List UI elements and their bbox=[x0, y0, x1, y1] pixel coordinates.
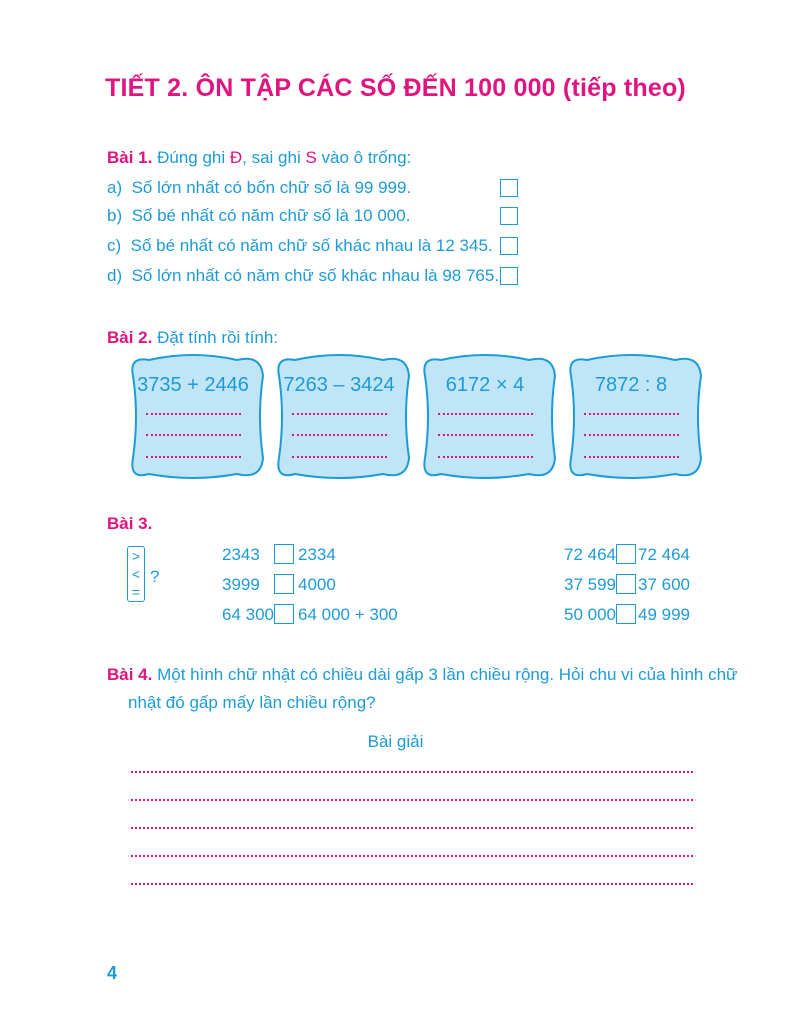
true-letter: Đ bbox=[229, 148, 243, 167]
bai3-label: Bài 3. bbox=[107, 514, 153, 533]
compare-answer-box[interactable] bbox=[274, 604, 294, 624]
solution-line[interactable] bbox=[131, 855, 693, 857]
solution-line[interactable] bbox=[131, 771, 693, 773]
answer-dots[interactable] bbox=[292, 456, 387, 458]
calc-expression-1: 3735 + 2446 bbox=[137, 374, 249, 396]
answer-dots[interactable] bbox=[438, 413, 533, 415]
page-title: TIẾT 2. ÔN TẬP CÁC SỐ ĐẾN 100 000 (tiếp theo) bbox=[105, 74, 686, 102]
item-prefix: c) bbox=[107, 236, 122, 255]
comparison-symbols bbox=[127, 546, 145, 602]
item-text: Số lớn nhất có năm chữ số khác nhau là 98 765. bbox=[131, 266, 500, 285]
compare-left-value: 2343 bbox=[222, 545, 260, 564]
answer-dots[interactable] bbox=[584, 456, 679, 458]
equals-symbol: = bbox=[131, 584, 141, 600]
compare-answer-box[interactable] bbox=[274, 544, 294, 564]
compare-right-value: 2334 bbox=[298, 545, 336, 564]
calc-expression-4: 7872 : 8 bbox=[594, 374, 668, 396]
item-prefix: d) bbox=[107, 266, 123, 285]
bai4-line1 bbox=[107, 665, 737, 685]
bai2-label: Bài 2. bbox=[107, 328, 153, 347]
item-prefix: a) bbox=[107, 178, 123, 197]
compare-answer-box[interactable] bbox=[616, 574, 636, 594]
compare-left-value: 50 000 bbox=[564, 605, 616, 624]
false-letter: S bbox=[305, 148, 317, 167]
compare-right-value: 49 999 bbox=[638, 605, 690, 624]
compare-left-value: 64 300 bbox=[222, 605, 274, 624]
answer-dots[interactable] bbox=[438, 456, 533, 458]
answer-dots[interactable] bbox=[146, 456, 241, 458]
solution-line[interactable] bbox=[131, 883, 693, 885]
less-than-symbol: < bbox=[131, 566, 141, 582]
answer-dots[interactable] bbox=[146, 413, 241, 415]
answer-dots[interactable] bbox=[584, 413, 679, 415]
bai3-heading bbox=[107, 514, 152, 534]
bai2-instruction-text: Đặt tính rồi tính: bbox=[152, 328, 279, 347]
bai4-text-line2: nhật đó gấp mấy lần chiều rộng? bbox=[128, 693, 376, 712]
compare-right-value: 4000 bbox=[298, 575, 336, 594]
bai1-label: Bài 1. bbox=[107, 148, 153, 167]
compare-left-value: 72 464 bbox=[564, 545, 616, 564]
bai1-instruction-mid: , sai ghi bbox=[242, 148, 306, 167]
answer-dots[interactable] bbox=[146, 434, 241, 436]
item-text: Số bé nhất có năm chữ số là 10 000. bbox=[131, 206, 411, 225]
greater-than-symbol: > bbox=[131, 548, 141, 564]
bai4-text-line1: Một hình chữ nhật có chiều dài gấp 3 lần chiều rộng. Hỏi chu vi của hình chữ bbox=[152, 665, 738, 684]
calc-expression-2: 7263 – 3424 bbox=[283, 374, 395, 396]
compare-answer-box[interactable] bbox=[616, 544, 636, 564]
item-prefix: b) bbox=[107, 206, 123, 225]
question-mark: ? bbox=[150, 567, 160, 586]
compare-answer-box[interactable] bbox=[274, 574, 294, 594]
answer-dots[interactable] bbox=[292, 413, 387, 415]
answer-dots[interactable] bbox=[438, 434, 533, 436]
calc-expression-3: 6172 × 4 bbox=[445, 374, 525, 396]
answer-dots[interactable] bbox=[584, 434, 679, 436]
item-text: Số lớn nhất có bốn chữ số là 99 999. bbox=[131, 178, 412, 197]
bai1-instruction-post: vào ô trống: bbox=[316, 148, 412, 167]
compare-right-value: 37 600 bbox=[638, 575, 690, 594]
page-number: 4 bbox=[107, 963, 118, 983]
compare-left-value: 3999 bbox=[222, 575, 260, 594]
compare-right-value: 64 000 + 300 bbox=[298, 605, 398, 624]
bai4-label: Bài 4. bbox=[107, 665, 153, 684]
answer-dots[interactable] bbox=[292, 434, 387, 436]
item-text: Số bé nhất có năm chữ số khác nhau là 12 345. bbox=[130, 236, 493, 255]
compare-answer-box[interactable] bbox=[616, 604, 636, 624]
bai1-instruction-pre: Đúng ghi bbox=[152, 148, 230, 167]
solution-heading: Bài giải bbox=[367, 732, 424, 751]
compare-right-value: 72 464 bbox=[638, 545, 690, 564]
solution-line[interactable] bbox=[131, 827, 693, 829]
compare-left-value: 37 599 bbox=[564, 575, 616, 594]
solution-line[interactable] bbox=[131, 799, 693, 801]
